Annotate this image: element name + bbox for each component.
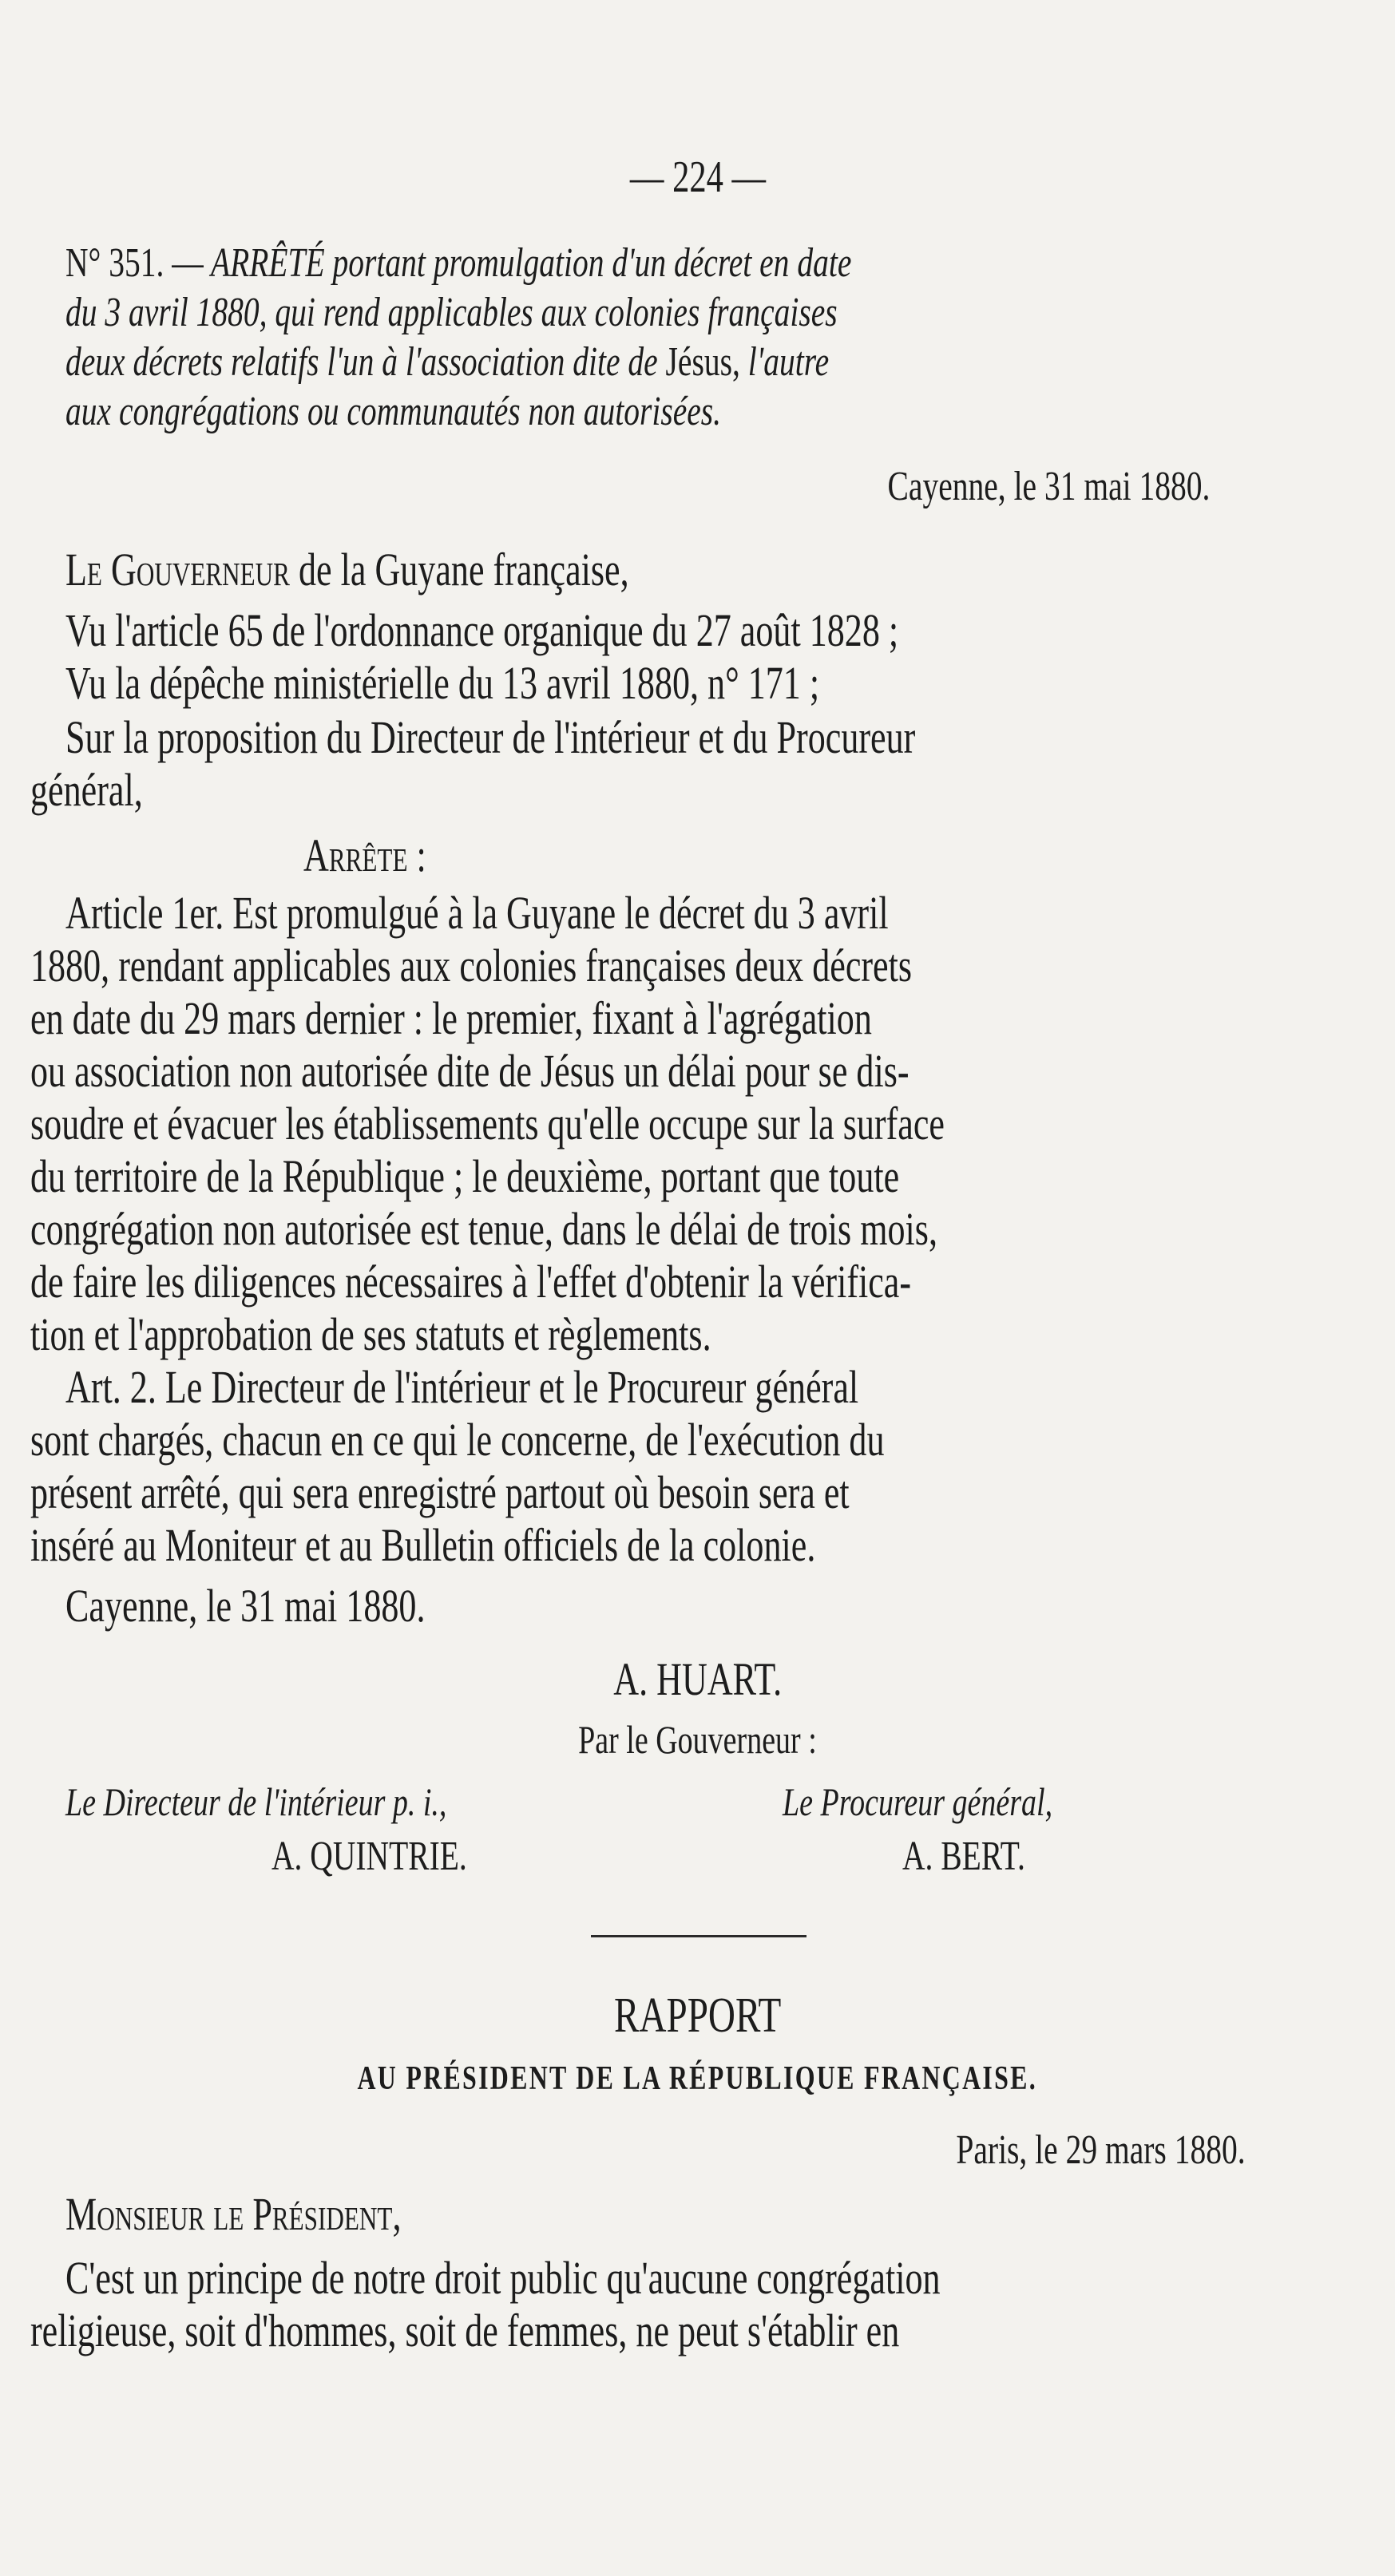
sig-right-title: Le Procureur général, xyxy=(783,1779,1053,1824)
visa-line-3: Sur la proposition du Directeur de l'intérieur et du Procureur xyxy=(65,711,916,763)
article-1-line-9: tion et l'approbation de ses statuts et règlements. xyxy=(30,1308,711,1360)
article-1-line-3: en date du 29 mars dernier : le premier, fixant à l'agrégation xyxy=(30,992,872,1044)
visa-line-2: Vu la dépêche ministérielle du 13 avril 1880, n° 171 ; xyxy=(65,657,820,709)
article-2-line-2: sont chargés, chacun en ce qui le concerne, de l'exécution du xyxy=(30,1414,885,1466)
article-2-line-3: présent arrêté, qui sera enregistré partout où besoin sera et xyxy=(30,1466,850,1518)
article-1-line-2: 1880, rendant applicables aux colonies françaises deux décrets xyxy=(30,940,913,991)
heading-line-2: du 3 avril 1880, qui rend applicables aux colonies françaises xyxy=(65,290,838,335)
sig-left-title: Le Directeur de l'intérieur p. i., xyxy=(65,1779,447,1824)
arrete-heading: Arrête : xyxy=(303,829,426,881)
article-1-line-1: Article 1er. Est promulgué à la Guyane le décret du 3 avril xyxy=(65,887,889,939)
sig-right-name: A. BERT. xyxy=(902,1834,1025,1879)
visa-line-4: général, xyxy=(30,764,143,816)
article-1-line-7: congrégation non autorisée est tenue, dans le délai de trois mois, xyxy=(30,1203,937,1255)
separator-rule xyxy=(591,1935,806,1937)
heading-line-1: N° 351. — ARRÊTÉ portant promulgation d'un décret en date xyxy=(65,240,852,286)
article-1-line-5: soudre et évacuer les établissements qu'elle occupe sur la surface xyxy=(30,1098,945,1150)
rapport-body-line-2: religieuse, soit d'hommes, soit de femmes, ne peut s'établir en xyxy=(30,2305,900,2356)
rapport-title: RAPPORT xyxy=(613,1988,782,2043)
closing-date: Cayenne, le 31 mai 1880. xyxy=(65,1580,426,1632)
rapport-body-line-1: C'est un principe de notre droit public qu'aucune congrégation xyxy=(65,2252,941,2304)
par-le-gouverneur: Par le Gouverneur : xyxy=(578,1717,817,1762)
rapport-date: Paris, le 29 mars 1880. xyxy=(956,2127,1246,2173)
article-1-line-8: de faire les diligences nécessaires à l'effet d'obtenir la vérifica- xyxy=(30,1256,912,1308)
heading-number: N° 351. — xyxy=(65,240,204,286)
page-number: — 224 — xyxy=(629,152,766,202)
governor-line: Le Gouverneur de la Guyane française, xyxy=(65,544,629,596)
date-line: Cayenne, le 31 mai 1880. xyxy=(887,464,1210,509)
visa-line-1: Vu l'article 65 de l'ordonnance organique du 27 août 1828 ; xyxy=(65,604,899,656)
article-1-line-4: ou association non autorisée dite de Jésus un délai pour se dis- xyxy=(30,1045,910,1097)
heading-line-4: aux congrégations ou communautés non autorisées. xyxy=(65,389,722,434)
rapport-subtitle: AU PRÉSIDENT DE LA RÉPUBLIQUE FRANÇAISE. xyxy=(357,2060,1038,2097)
article-1-line-6: du territoire de la République ; le deuxième, portant que toute xyxy=(30,1150,900,1202)
salutation: Monsieur le Président, xyxy=(65,2188,402,2240)
signature-huart: A. HUART. xyxy=(613,1653,782,1705)
sig-left-name: A. QUINTRIE. xyxy=(271,1834,467,1879)
article-2-line-4: inséré au Moniteur et au Bulletin officiels de la colonie. xyxy=(30,1519,816,1571)
article-2-line-1: Art. 2. Le Directeur de l'intérieur et le Procureur général xyxy=(65,1361,859,1413)
heading-line-3: deux décrets relatifs l'un à l'association dite de Jésus, l'autre xyxy=(65,339,830,385)
